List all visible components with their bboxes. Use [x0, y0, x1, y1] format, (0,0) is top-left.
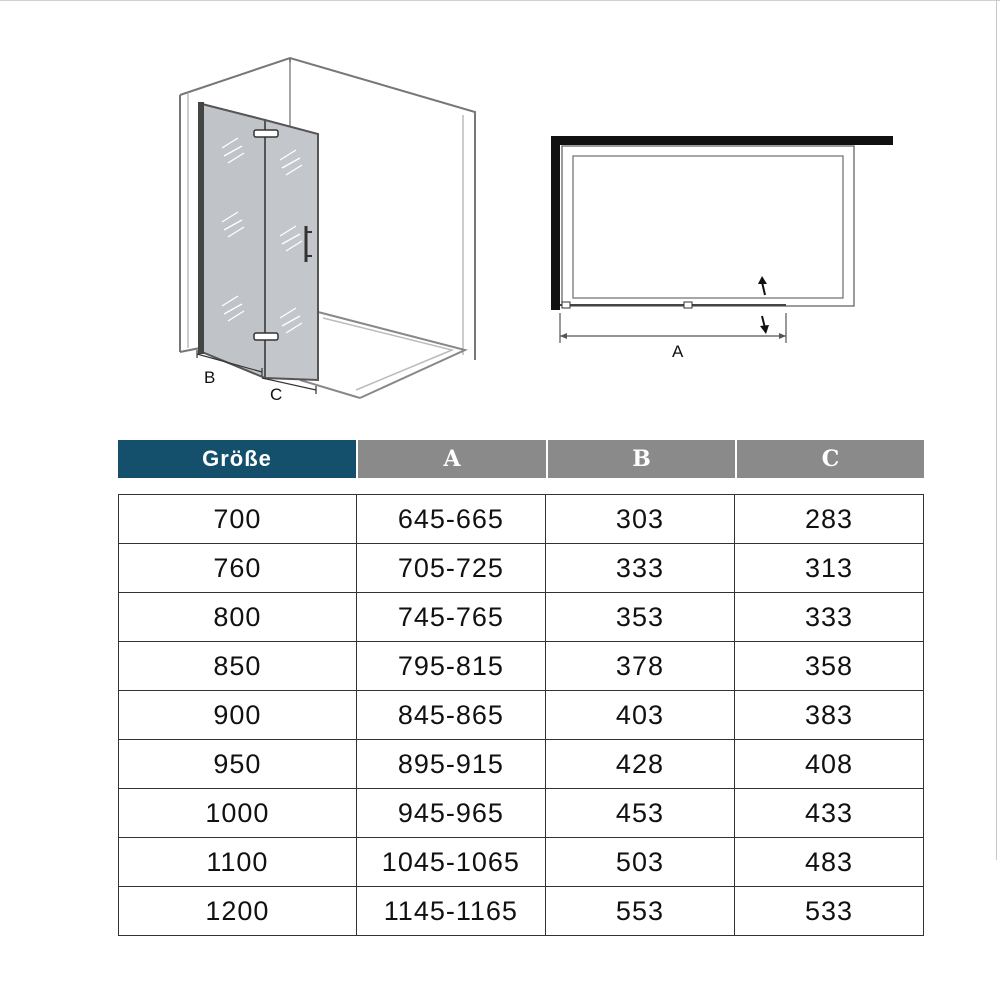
table-row [119, 887, 924, 936]
table-row [119, 838, 924, 887]
cell-size: 900 [119, 691, 357, 740]
dimension-label-b: B [204, 368, 216, 387]
cell-size: 760 [119, 544, 357, 593]
cell-a: 1045-1065 [356, 838, 545, 887]
cell-size: 800 [119, 593, 357, 642]
cell-c: 313 [734, 544, 923, 593]
cell-c: 283 [734, 495, 923, 544]
cell-a: 1145-1165 [356, 887, 545, 936]
cell-c: 483 [734, 838, 923, 887]
cell-size: 1100 [119, 838, 357, 887]
cell-c: 383 [734, 691, 923, 740]
header-groesse: Größe [118, 440, 356, 478]
cell-size: 1200 [119, 887, 357, 936]
cell-size: 1000 [119, 789, 357, 838]
cell-a: 705-725 [356, 544, 545, 593]
table-row [119, 789, 924, 838]
cell-b: 378 [545, 642, 734, 691]
table-header-row [118, 440, 924, 478]
cell-c: 533 [734, 887, 923, 936]
cell-a: 645-665 [356, 495, 545, 544]
header-b: B [546, 440, 735, 478]
dimension-label-a: A [672, 342, 684, 361]
cell-b: 428 [545, 740, 734, 789]
dimension-label-c: C [270, 385, 283, 404]
cell-b: 553 [545, 887, 734, 936]
size-table [118, 494, 924, 936]
cell-c: 333 [734, 593, 923, 642]
cell-b: 403 [545, 691, 734, 740]
cell-a: 845-865 [356, 691, 545, 740]
cell-b: 503 [545, 838, 734, 887]
cell-a: 745-765 [356, 593, 545, 642]
cell-b: 353 [545, 593, 734, 642]
cell-b: 303 [545, 495, 734, 544]
table-row [119, 593, 924, 642]
cell-c: 358 [734, 642, 923, 691]
cell-c: 408 [734, 740, 923, 789]
cell-a: 795-815 [356, 642, 545, 691]
cell-size: 850 [119, 642, 357, 691]
cell-b: 453 [545, 789, 734, 838]
table-row [119, 544, 924, 593]
header-c: C [735, 440, 924, 478]
table-row [119, 740, 924, 789]
cell-size: 950 [119, 740, 357, 789]
cell-a: 945-965 [356, 789, 545, 838]
table-row [119, 642, 924, 691]
table-row [119, 691, 924, 740]
shower-plan-drawing [0, 0, 1000, 430]
cell-b: 333 [545, 544, 734, 593]
cell-a: 895-915 [356, 740, 545, 789]
cell-c: 433 [734, 789, 923, 838]
table-row [119, 495, 924, 544]
cell-size: 700 [119, 495, 357, 544]
header-a: A [356, 440, 546, 478]
